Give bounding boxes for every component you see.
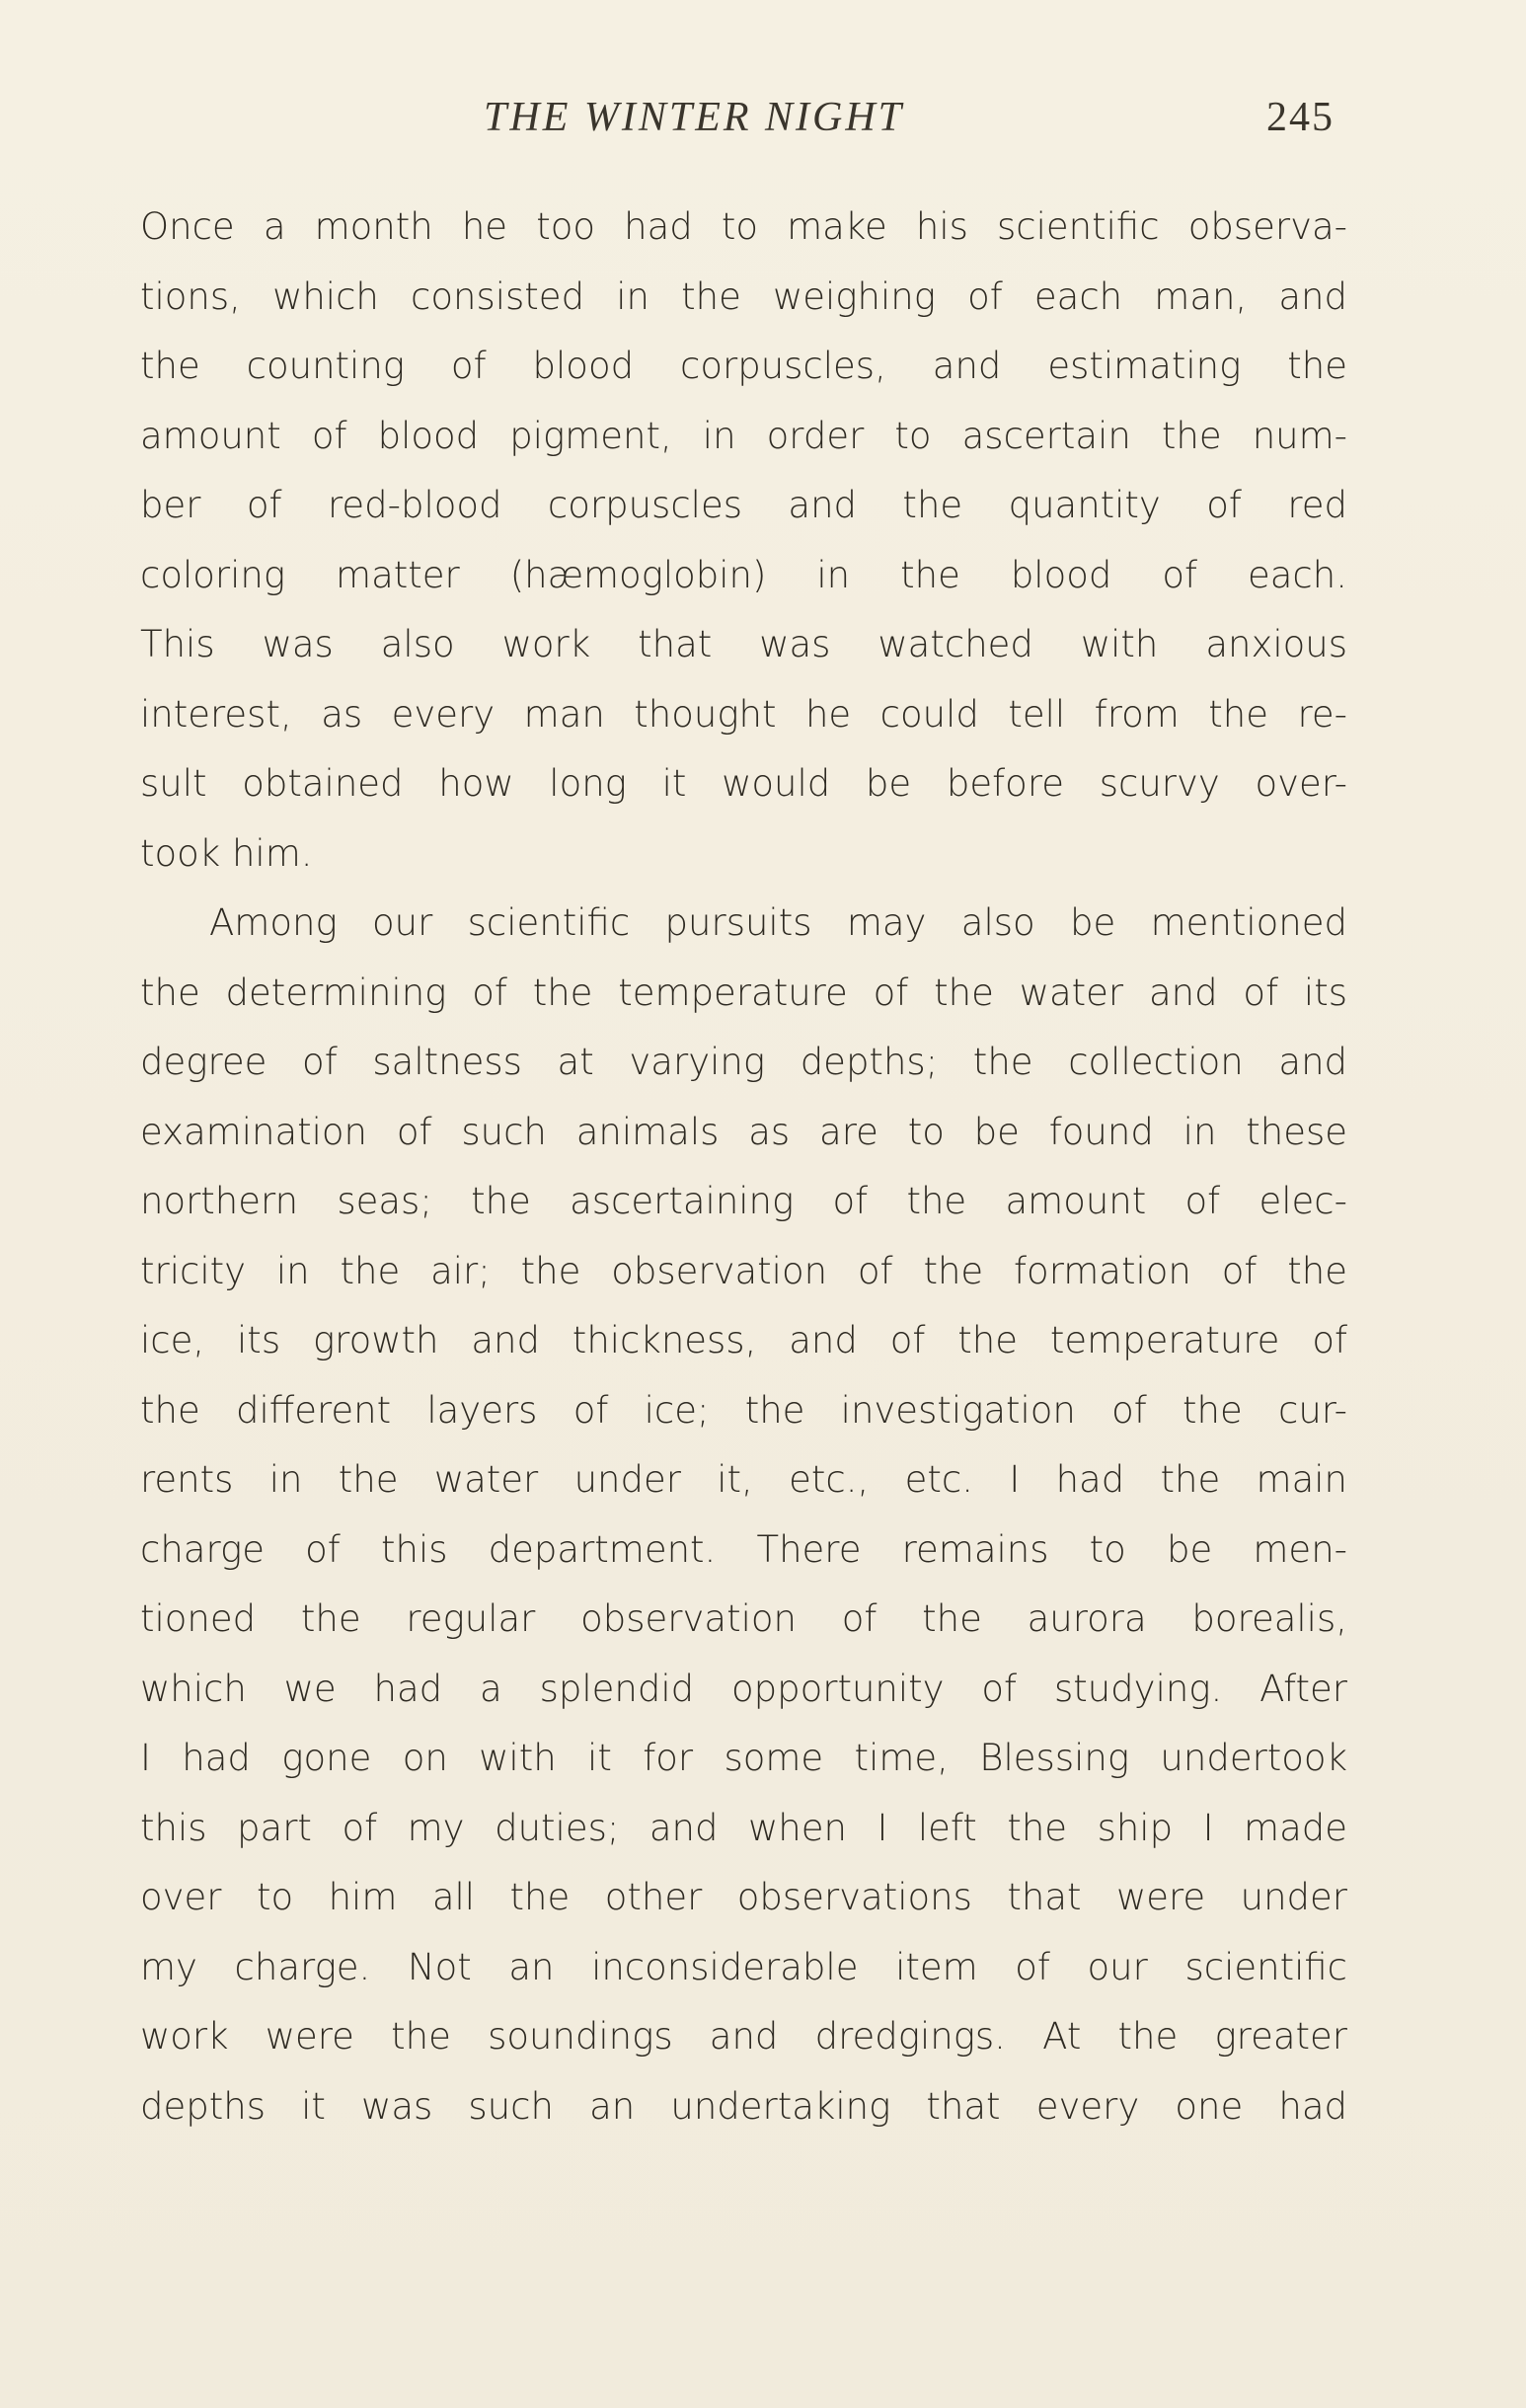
text-line: This was also work that was watched with anxious bbox=[140, 623, 1347, 665]
text-line: Once a month he too had to make his scientific observa- bbox=[140, 205, 1347, 248]
text-line: charge of this department. There remains to be men- bbox=[140, 1527, 1347, 1571]
text-line: degree of saltness at varying depths; the collection and bbox=[140, 1041, 1347, 1083]
text-line: Among our scientific pursuits may also be mentioned bbox=[209, 901, 1347, 944]
text-line: work were the soundings and dredgings. At the greater bbox=[140, 2015, 1347, 2058]
text-line: tioned the regular observation of the aurora borealis, bbox=[140, 1597, 1347, 1640]
text-line: northern seas; the ascertaining of the amount of elec- bbox=[140, 1180, 1347, 1222]
text-line: which we had a splendid opportunity of studying. After bbox=[140, 1667, 1347, 1710]
text-line: amount of blood pigment, in order to ascertain the num- bbox=[140, 414, 1347, 457]
paragraph bbox=[140, 889, 1347, 2141]
text-line: ice, its growth and thickness, and of the temperature of bbox=[140, 1319, 1347, 1361]
text-line: took him. bbox=[140, 831, 313, 875]
running-title: THE WINTER NIGHT bbox=[484, 95, 905, 140]
paragraph bbox=[140, 193, 1347, 889]
text-line: over to him all the other observations that were under bbox=[140, 1876, 1347, 1918]
text-line: the determining of the temperature of the water and of its bbox=[140, 971, 1347, 1014]
text-line: ber of red-blood corpuscles and the quantity of red bbox=[140, 484, 1347, 526]
text-line: I had gone on with it for some time, Blessing undertook bbox=[140, 1737, 1347, 1779]
body-text bbox=[140, 193, 1347, 2141]
text-line: tions, which consisted in the weighing of each man, and bbox=[140, 274, 1347, 318]
text-line: the different layers of ice; the investigation of the cur- bbox=[140, 1388, 1347, 1432]
text-line: rents in the water under it, etc., etc. I had the main bbox=[140, 1458, 1347, 1501]
text-line: coloring matter (hæmoglobin) in the blood of each. bbox=[140, 553, 1347, 596]
text-line: interest, as every man thought he could tell from the re- bbox=[140, 692, 1347, 736]
text-line: my charge. Not an inconsiderable item of our scientific bbox=[140, 1945, 1347, 1988]
text-line: this part of my duties; and when I left the ship I made bbox=[140, 1806, 1347, 1849]
text-line: the counting of blood corpuscles, and estimating the bbox=[140, 345, 1347, 387]
text-line: depths it was such an undertaking that every one had bbox=[140, 2084, 1347, 2128]
running-head bbox=[0, 94, 1526, 153]
text-line: sult obtained how long it would be before scurvy over- bbox=[140, 762, 1347, 805]
text-line: tricity in the air; the observation of the formation of the bbox=[140, 1249, 1347, 1292]
page-number: 245 bbox=[1266, 95, 1335, 140]
text-line: examination of such animals as are to be found in these bbox=[140, 1110, 1347, 1153]
